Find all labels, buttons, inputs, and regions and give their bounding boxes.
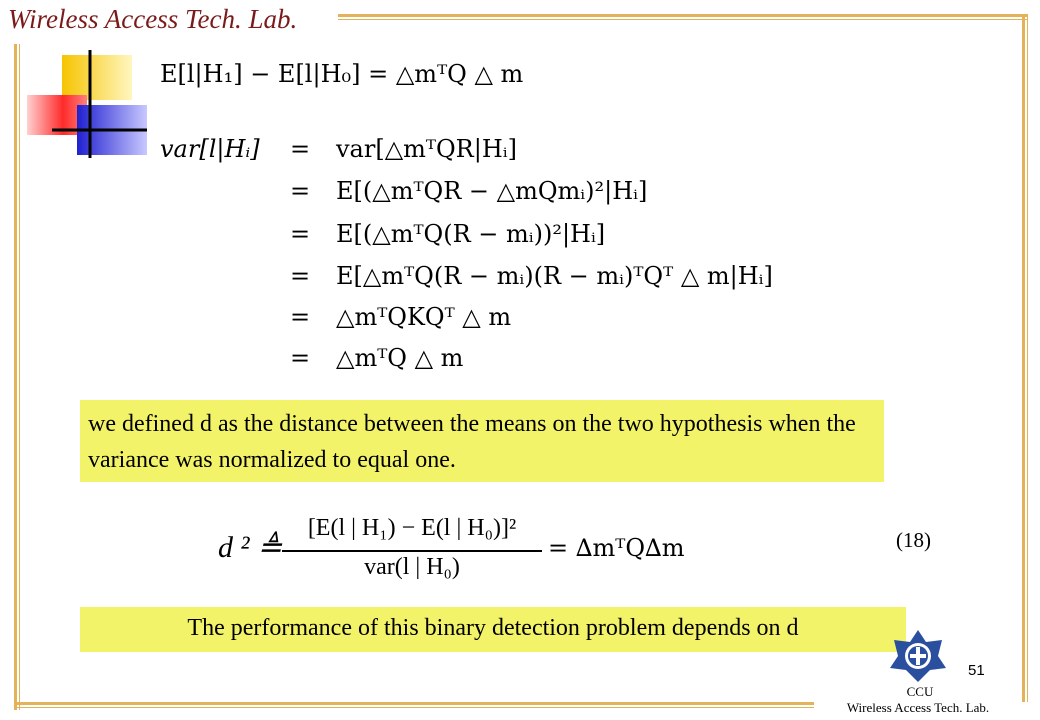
equals-sign: = [290,177,311,205]
equation-18-denominator: var(l | H₀) [364,554,460,580]
variance-step-3: E[(△mᵀQ(R − mᵢ))²|Hᵢ] [336,220,606,248]
equals-sign: = [290,135,311,163]
frame-top [338,14,1028,17]
equation-18-numerator: [E(l | H₁) − E(l | H₀)]² [307,515,517,541]
equation-18 [218,510,738,590]
equation-mean-difference: E[l|H₁] − E[l|H₀] = △mᵀQ △ m [160,60,524,88]
page-number: 51 [968,662,985,679]
ccu-logo-icon [888,628,948,684]
decorative-blocks-graphic [22,50,152,160]
fraction-bar [282,550,542,552]
equation-variance-lhs: var[l|Hᵢ] [160,135,260,163]
variance-step-1: var[△mᵀQR|Hᵢ] [336,135,517,163]
definition-highlight-box [80,400,884,482]
variance-step-6: △mᵀQ △ m [336,344,464,372]
equals-sign: = [290,344,311,372]
equation-number: (18) [896,528,931,552]
equals-sign: = [290,303,311,331]
variance-step-5: △mᵀQKQᵀ △ m [336,303,512,331]
conclusion-highlight-box [80,607,906,652]
frame-right [1022,14,1025,702]
equation-18-rhs: = ∆mᵀQ∆m [548,534,685,562]
frame-left [14,44,17,710]
variance-step-4: E[△mᵀQ(R − mᵢ)(R − mᵢ)ᵀQᵀ △ m|Hᵢ] [336,262,773,290]
frame-left-inner [19,44,20,710]
conclusion-text: The performance of this binary detection problem depends on d [187,615,799,641]
logo-caption-lab: Wireless Access Tech. Lab. [846,700,990,715]
equals-sign: = [290,262,311,290]
equation-18-lhs: d ² ≜ [218,531,283,564]
definition-text: we defined d as the distance between the means on the two hypothesis when the variance was normalized to equal one. [88,411,856,473]
equals-sign: = [290,220,311,248]
frame-bottom-inner [14,707,814,708]
frame-bottom [14,702,814,705]
logo-caption-ccu: CCU [906,684,934,699]
frame-top-inner [338,19,1028,20]
slide-header-title: Wireless Access Tech. Lab. [8,4,298,34]
frame-right-inner [1027,14,1028,702]
variance-step-2: E[(△mᵀQR − △mQmᵢ)²|Hᵢ] [336,177,648,205]
